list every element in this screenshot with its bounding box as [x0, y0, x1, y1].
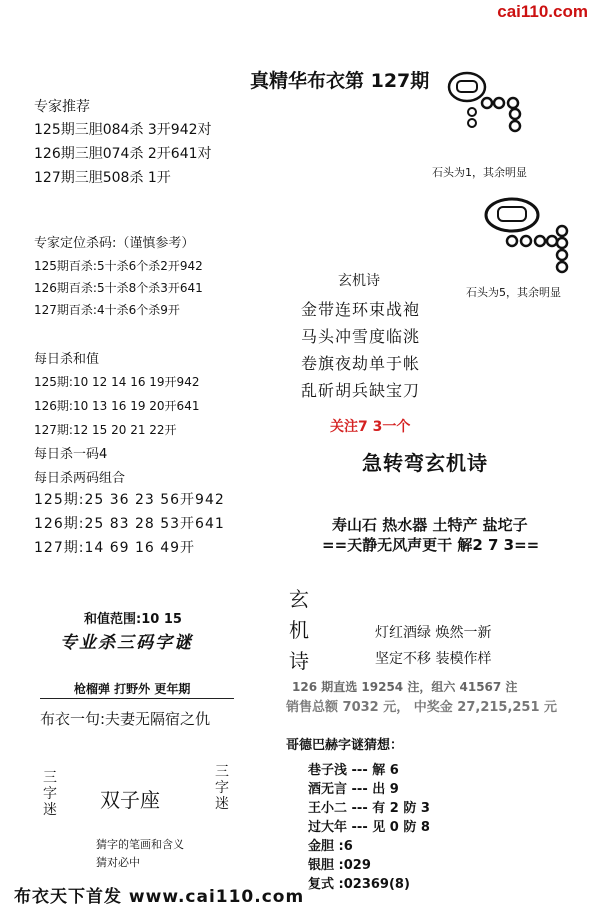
list-item: 126期百杀:5十杀8个杀3开641 [34, 281, 203, 295]
list-item: 126期:10 13 16 19 20开641 [34, 399, 200, 413]
stone-caption-2: 石头为5，其余明显 [466, 286, 561, 299]
list-item: 125期:25 36 23 56开942 [34, 492, 225, 508]
xuanji-line: 灯红酒绿 焕然一新 [375, 625, 492, 641]
list-item: 巷子浅 --- 解 6 [308, 763, 399, 778]
daily-two-heading: 每日杀两码组合 [34, 471, 126, 486]
list-item: 复式 :02369(8) [308, 877, 410, 892]
list-item: 126期三胆074杀 2开641对 [34, 146, 212, 162]
riddle-line-1: 寿山石 热水器 土特产 盐坨子 [332, 516, 528, 534]
list-item: 127期百杀:4十杀6个杀9开 [34, 303, 180, 317]
poem-line: 乱斫胡兵缺宝刀 [301, 381, 421, 400]
gothbach-heading: 哥德巴赫字谜猜想： [286, 738, 404, 753]
sum-range: 和值范围:10 15 [84, 612, 182, 627]
hint-line: 猜字的笔画和含义 [96, 838, 184, 851]
position-kill-list [34, 255, 203, 321]
daily-sum-list [34, 370, 199, 442]
list-item: 125期:10 12 14 16 19开942 [34, 375, 200, 389]
stone-figure-1 [445, 70, 535, 152]
expert-heading: 专家推荐 [34, 99, 90, 115]
position-kill-heading: 专家定位杀码:（谨慎参考） [34, 236, 195, 251]
list-item: 酒无言 --- 出 9 [308, 782, 399, 797]
buyi-sentence: 布衣一句:夫妻无隔宿之仇 [40, 710, 211, 728]
list-item: 银胆 :029 [308, 858, 371, 873]
xuanji-lines [375, 620, 491, 672]
lotto-line-1: 126 期直选 19254 注，组六 41567 注 [292, 680, 518, 694]
list-item: 127期三胆508杀 1开 [34, 170, 171, 186]
list-item: 过大年 --- 见 0 防 8 [308, 820, 430, 835]
poem-line: 马头冲雪度临洮 [301, 327, 421, 346]
poem-line: 金带连环束战袍 [301, 300, 421, 319]
three-char-label-right: 三字迷 [215, 764, 229, 812]
page-title: 真精华布衣第 127期 [250, 70, 430, 92]
focus-note: 关注7 3一个 [330, 419, 411, 435]
gothbach-list [308, 761, 430, 894]
riddle-poem-title: 急转弯玄机诗 [362, 451, 488, 475]
list-item: 金胆 :6 [308, 839, 353, 854]
poem-heading: 玄机诗 [338, 273, 380, 289]
daily-sum-heading: 每日杀和值 [34, 352, 100, 367]
list-item: 127期:12 15 20 21 22开 [34, 423, 177, 437]
expert-list [34, 118, 212, 190]
poem-lines [301, 296, 420, 404]
lotto-line-2: 销售总额 7032 元， 中奖金 27,215,251 元 [286, 700, 558, 715]
three-char-label: 三字迷 [43, 770, 57, 818]
list-item: 126期:25 83 28 53开641 [34, 516, 225, 532]
list-item: 125期三胆084杀 3开942对 [34, 122, 212, 138]
list-item: 127期:14 69 16 49开 [34, 540, 196, 556]
vertical-char: 诗 [289, 649, 309, 673]
site-logo[interactable]: cai110.com [497, 2, 588, 21]
stone-caption-1: 石头为1，其余明显 [432, 166, 527, 179]
poem-line: 卷旗夜劫单于帐 [301, 354, 421, 373]
three-code-title: 专业杀三码字谜 [60, 633, 193, 653]
riddle-line-2: ==天静无风声更干 解2 7 3== [322, 536, 540, 554]
divider [40, 698, 234, 699]
list-item: 王小二 --- 有 2 防 3 [308, 801, 430, 816]
hint-line: 猜对必中 [96, 856, 140, 869]
stone-figure-2 [482, 195, 577, 280]
gemini-label: 双子座 [100, 788, 160, 812]
list-item: 125期百杀:5十杀6个杀2开942 [34, 259, 203, 273]
gun-line: 枪榴弹 打野外 更年期 [74, 682, 191, 696]
xuanji-vertical [288, 584, 310, 677]
daily-one-code: 每日杀一码4 [34, 447, 108, 462]
hint-lines [96, 836, 184, 872]
xuanji-line: 坚定不移 装模作样 [375, 651, 492, 667]
vertical-char: 玄 [289, 587, 309, 611]
vertical-char: 机 [289, 618, 309, 642]
footer-banner: 布衣天下首发 www.cai110.com [14, 887, 305, 907]
daily-two-list [34, 488, 225, 560]
